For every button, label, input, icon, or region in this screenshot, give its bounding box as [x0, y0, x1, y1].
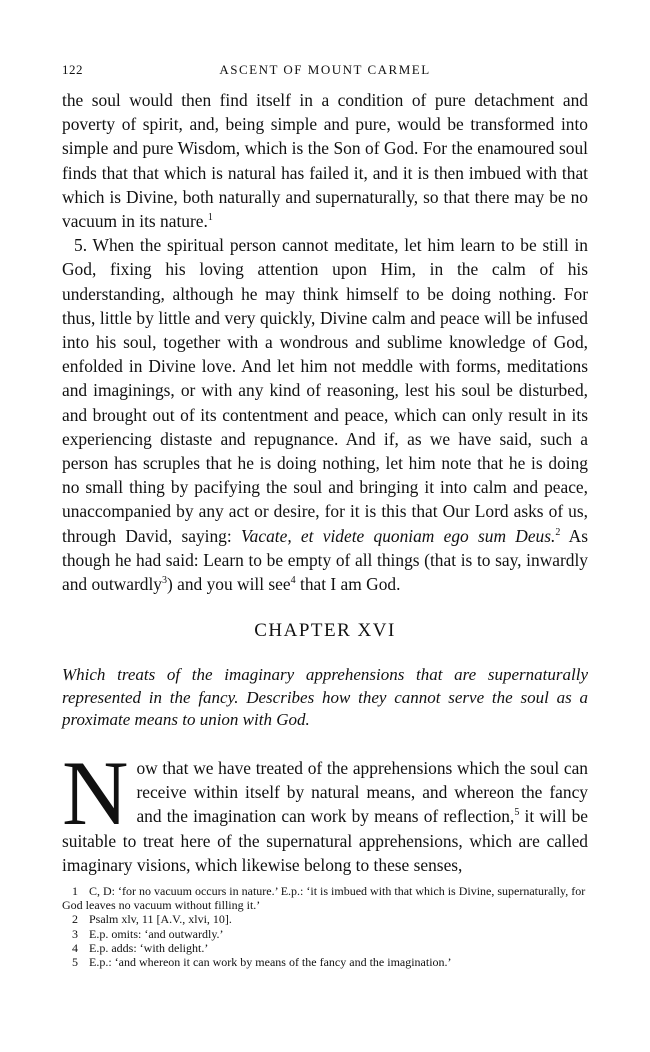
chapter-opening-paragraph — [62, 742, 588, 877]
footnote-1 — [62, 884, 588, 912]
running-head — [62, 62, 588, 80]
chapter-heading: CHAPTER XVI — [254, 620, 396, 641]
footnote-ref-3: 3 — [161, 575, 167, 587]
footnote-ref-4: 4 — [290, 575, 296, 587]
paragraph-1 — [62, 88, 588, 233]
body-text — [62, 88, 588, 596]
footnote-ref-2: 2 — [555, 526, 561, 538]
footnote-ref-5: 5 — [514, 807, 520, 819]
footnote-ref-1: 1 — [207, 212, 213, 224]
footnotes — [62, 884, 588, 969]
opening-text-a: ow that we have treated of the apprehensions which the soul can receive within itself by natural means, and whereon the fancy and the imagination can work by means of reflection, — [136, 758, 588, 827]
footnote-5-text: E.p.: ‘and whereon it can work by means of the fancy and the imagination.’ — [89, 955, 452, 970]
page-number: 122 — [62, 62, 83, 77]
footnote-5 — [62, 955, 588, 969]
paragraph-5-text-b: As though he had said: Learn to be empty of all things (that is to say, inwardly and outwardly — [62, 525, 588, 595]
footnote-3 — [62, 927, 588, 941]
footnote-3-number: 3 — [72, 926, 78, 941]
opening-text-b: it will be suitable to treat here of the supernatural apprehensions, which are called imaginary visions, which likewise belong to these senses, — [62, 806, 588, 875]
footnote-1-text: C, D: ‘for no vacuum occurs in nature.’ E.p.: ‘it is imbued with that which is Divine, supernaturally, for God leaves no vacuum without filling it.’ — [62, 884, 586, 913]
chapter-summary: Which treats of the imaginary apprehensions that are supernaturally represented in the fancy. Describes how they cannot serve the soul as a proximate means to union with God. — [62, 665, 588, 730]
paragraph-5-text: 5. When the spiritual person cannot meditate, let him learn to be still in God, fixing his loving attention upon Him, in the calm of his understanding, although he may think himself to be doing nothing. For thus, little by little and very quickly, Divine calm and peace will be infused into his soul, together with a wondrous and sublime knowledge of God, enfolded in Divine love. And let him not meddle with forms, meditations and imaginings, or with any kind of reasoning, lest his soul be disturbed, and brought out of its contentment and peace, which can only result in its experiencing distaste and repugnance. And if, as we have said, such a person has scruples that he is doing nothing, let him note that he is doing no small thing by pacifying the soul and bringing it into calm and peace, unaccompanied by any act or desire, for it is this that Our Lord asks of us, through David, saying: — [62, 235, 588, 546]
drop-cap: N — [62, 742, 129, 844]
footnote-1-number: 1 — [72, 884, 78, 898]
paragraph-1-text: the soul would then find itself in a condition of pure detachment and poverty of spirit, and, being simple and pure, would be transformed into simple and pure Wisdom, which is the Son of God. For the enamoured soul finds that that which is natural has failed it, and it is then imbued with that which is Divine, both naturally and supernaturally, so that there may be no vacuum in its nature. — [62, 90, 588, 232]
footnote-4-text: E.p. adds: ‘with delight.’ — [89, 940, 209, 955]
footnote-3-text: E.p. omits: ‘and outwardly.’ — [89, 926, 224, 941]
footnote-4-number: 4 — [72, 940, 78, 955]
running-title: ASCENT OF MOUNT CARMEL — [219, 62, 431, 77]
footnote-2 — [62, 912, 588, 926]
footnote-2-text: Psalm xlv, 11 [A.V., xlvi, 10]. — [89, 912, 232, 927]
paragraph-5 — [62, 233, 588, 596]
footnote-5-number: 5 — [72, 955, 78, 970]
paragraph-5-text-c: ) and you will see — [166, 574, 291, 595]
latin-quotation: Vacate, et videte quoniam ego sum Deus. — [240, 525, 556, 546]
paragraph-5-text-d: that I am God. — [299, 574, 401, 595]
footnote-4 — [62, 941, 588, 955]
footnote-2-number: 2 — [72, 912, 78, 927]
